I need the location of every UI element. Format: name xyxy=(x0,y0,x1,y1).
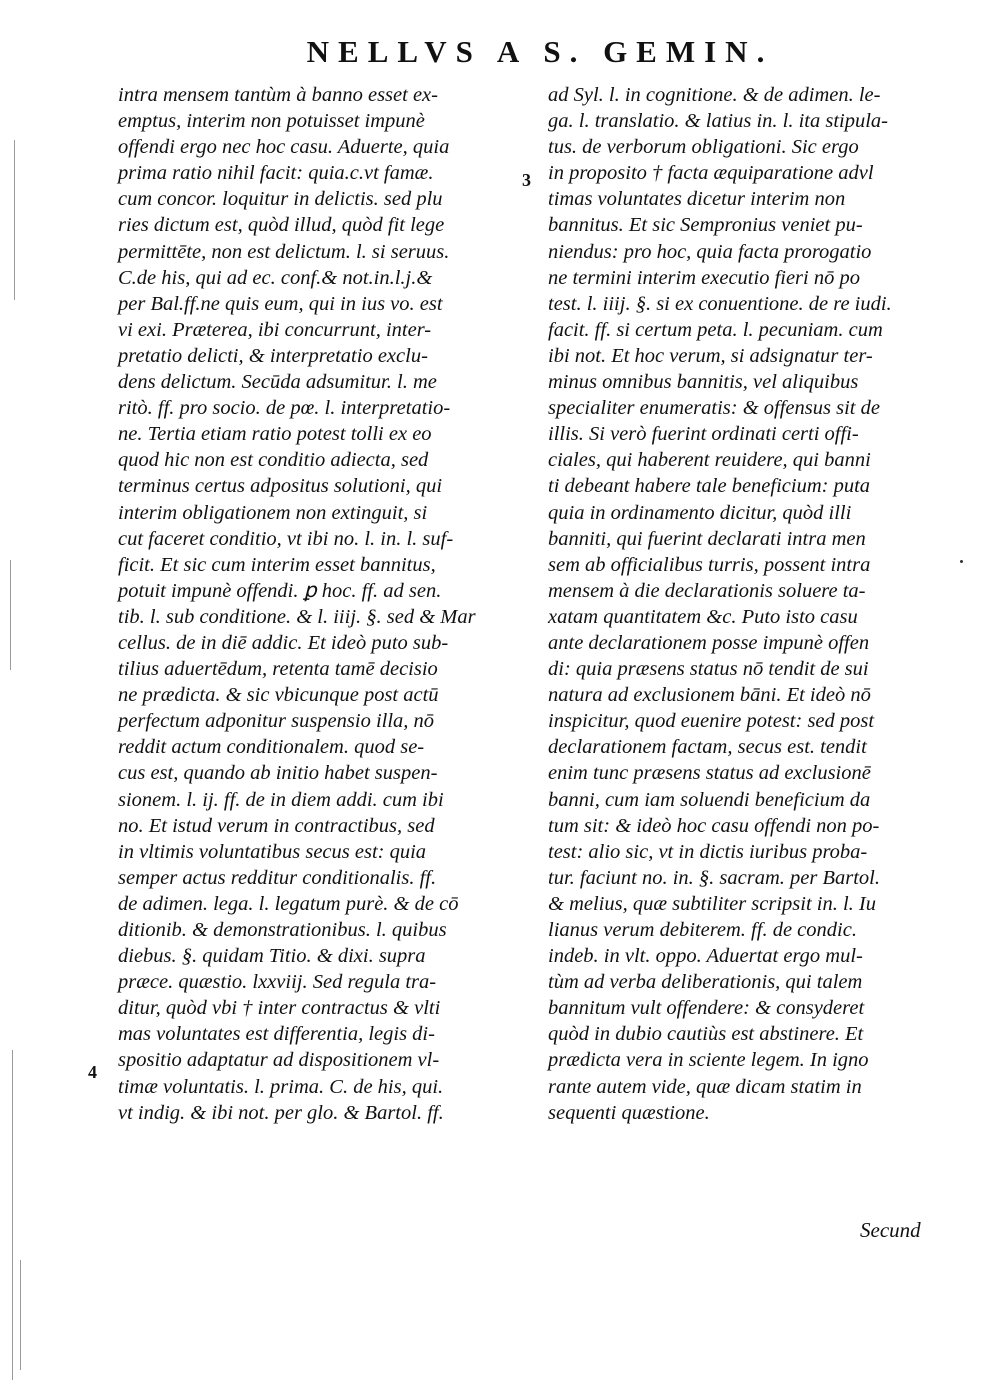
text-line: permittēte, non est delictum. l. si seruus. xyxy=(118,240,450,263)
catchword: Secund xyxy=(860,1218,921,1242)
text-line: ficit. Et sic cum interim esset bannitus, xyxy=(118,553,436,576)
text-line: banniti, qui fuerint declarati intra men xyxy=(548,527,866,550)
text-line: no. Et istud verum in contractibus, sed xyxy=(118,814,435,837)
text-line: ibi not. Et hoc verum, si adsignatur ter- xyxy=(548,344,873,367)
text-line: vt indig. & ibi not. per glo. & Bartol. ff. xyxy=(118,1101,444,1124)
text-line: interim obligationem non extinguit, si xyxy=(118,501,428,524)
text-line: emptus, interim non potuisset impunè xyxy=(118,110,425,133)
text-line: ritò. ff. pro socio. de pœ. l. interpretatio- xyxy=(118,397,451,420)
scan-edge-rule xyxy=(20,1260,21,1370)
text-line: dens delictum. Secūda adsumitur. l. me xyxy=(118,371,437,394)
text-line: timas voluntates dicetur interim non xyxy=(548,188,846,211)
margin-note-right: 3 xyxy=(522,170,531,190)
running-header xyxy=(0,34,1000,70)
text-line: declarationem factam, secus est. tendit xyxy=(548,736,867,759)
text-line: perfectum adponitur suspensio illa, nō xyxy=(118,710,435,733)
text-line: quòd in dubio cautiùs est abstinere. Et xyxy=(548,1023,864,1046)
text-line: tùm ad verba deliberationis, qui talem xyxy=(548,971,863,994)
text-line: ante declarationem posse impunè offen xyxy=(548,631,870,654)
scan-speck xyxy=(960,560,963,563)
text-line: minus omnibus bannitis, vel aliquibus xyxy=(548,371,859,394)
margin-note-left: 4 xyxy=(88,1062,97,1082)
text-line: cut faceret conditio, vt ibi no. l. in. l. suf- xyxy=(118,527,454,550)
text-line: bannitum vult offendere: & consyderet xyxy=(548,997,865,1020)
text-line: ne prædicta. & sic vbicunque post actū xyxy=(118,684,439,707)
text-line: in proposito † facta æquiparatione advl xyxy=(548,162,874,185)
text-line: ditionib. & demonstrationibus. l. quibus xyxy=(118,919,447,941)
text-line: sionem. l. ij. ff. de in diem addi. cum ibi xyxy=(118,788,444,811)
text-line: prædicta vera in sciente legem. In igno xyxy=(548,1049,869,1072)
text-line: intra mensem tantùm à banno esset ex- xyxy=(118,84,438,106)
text-line: timæ voluntatis. l. prima. C. de his, qui. xyxy=(118,1075,444,1098)
text-line: ries dictum est, quòd illud, quòd fit lege xyxy=(118,214,445,237)
text-line: specialiter enumeratis: & offensus sit de xyxy=(548,397,880,420)
text-line: diebus. §. quidam Titio. & dixi. supra xyxy=(118,945,426,968)
text-line: ne termini interim executio fieri nō po xyxy=(548,266,860,289)
text-line: quia in ordinamento dicitur, quòd illi xyxy=(548,501,852,524)
text-line: mensem à die declarationis soluere ta- xyxy=(548,579,866,602)
text-line: & melius, quæ subtiliter scripsit in. l. Iu xyxy=(548,892,877,915)
scan-edge-rule xyxy=(10,560,11,670)
text-line: test: alio sic, vt in dictis iuribus proba- xyxy=(548,840,868,863)
text-line: ti debeant habere tale beneficium: puta xyxy=(548,475,871,498)
text-line: offendi ergo nec hoc casu. Aduerte, quia xyxy=(118,136,450,159)
text-line: sem ab officialibus turris, possent intra xyxy=(548,553,871,576)
text-line: ad Syl. l. in cognitione. & de adimen. le- xyxy=(548,84,881,106)
text-line: natura ad exclusionem bāni. Et ideò nō xyxy=(548,684,871,707)
text-line: facit. ff. si certum peta. l. pecuniam. cum xyxy=(548,318,883,341)
text-line: tib. l. sub conditione. & l. iiij. §. sed & Mar xyxy=(118,605,476,628)
text-line: tilius aduertēdum, retenta tamē decisio xyxy=(118,658,438,681)
text-line: tus. de verborum obligationi. Sic ergo xyxy=(548,136,859,159)
text-line: in vltimis voluntatibus secus est: quia xyxy=(118,840,427,863)
text-line: rante autem vide, quæ dicam statim in xyxy=(548,1075,862,1098)
text-line: tum sit: & ideò hoc casu offendi non po- xyxy=(548,814,880,837)
text-line: pretatio delicti, & interpretatio exclu- xyxy=(118,344,428,367)
scan-edge-rule xyxy=(14,140,15,300)
running-title: NELLVS A S. GEMIN. xyxy=(306,34,774,69)
text-line: potuit impunè offendi. ꝑ hoc. ff. ad sen. xyxy=(118,579,442,602)
text-line: prima ratio nihil facit: quia.c.vt famæ. xyxy=(118,162,434,185)
text-line: terminus certus adpositus solutioni, qui xyxy=(118,475,443,498)
text-line: mas voluntates est differentia, legis di- xyxy=(118,1023,435,1046)
text-line: per Bal.ff.ne quis eum, qui in ius vo. est xyxy=(118,292,443,315)
text-line: enim tunc præsens status ad exclusionē xyxy=(548,762,871,785)
text-line: præce. quæstio. lxxviij. Sed regula tra- xyxy=(118,971,437,994)
text-line: inspicitur, quod euenire potest: sed post xyxy=(548,710,875,733)
text-line: indeb. in vlt. oppo. Aduertat ergo mul- xyxy=(548,945,863,968)
text-line: cum concor. loquitur in delictis. sed plu xyxy=(118,188,443,211)
text-line: lianus verum debiterem. ff. de condic. xyxy=(548,919,857,941)
text-line: de adimen. lega. l. legatum purè. & de cō xyxy=(118,892,459,915)
text-line: vi exi. Præterea, ibi concurrunt, inter- xyxy=(118,318,432,341)
left-text-column xyxy=(118,82,518,1126)
text-line: cus est, quando ab initio habet suspen- xyxy=(118,762,438,785)
text-line: banni, cum iam soluendi beneficium da xyxy=(548,788,871,811)
scan-edge-rule xyxy=(12,1050,13,1380)
text-line: semper actus redditur conditionalis. ff. xyxy=(118,866,437,889)
text-line: ciales, qui haberent reuidere, qui banni xyxy=(548,449,871,472)
text-line: C.de his, qui ad ec. conf.& not.in.l.j.& xyxy=(118,266,433,289)
text-line: sequenti quæstione. xyxy=(548,1101,710,1124)
text-line: spositio adaptatur ad dispositionem vl- xyxy=(118,1049,440,1072)
text-line: ga. l. translatio. & latius in. l. ita stipula- xyxy=(548,110,888,133)
text-line: bannitus. Et sic Sempronius veniet pu- xyxy=(548,214,863,237)
text-line: ditur, quòd vbi † inter contractus & vlti xyxy=(118,997,441,1020)
text-line: illis. Si verò fuerint ordinati certi offi- xyxy=(548,423,859,446)
text-line: quod hic non est conditio adiecta, sed xyxy=(118,449,429,472)
text-line: xatam quantitatem &c. Puto isto casu xyxy=(548,605,858,628)
text-line: tur. faciunt no. in. §. sacram. per Bartol. xyxy=(548,866,880,889)
right-text-column xyxy=(548,82,948,1126)
text-line: niendus: pro hoc, quia facta prorogatio xyxy=(548,240,872,263)
text-line: cellus. de in diē addic. Et ideò puto sub- xyxy=(118,631,449,654)
text-line: test. l. iiij. §. si ex conuentione. de re iudi. xyxy=(548,292,892,315)
text-line: ne. Tertia etiam ratio potest tolli ex eo xyxy=(118,423,432,446)
text-line: di: quia præsens status nō tendit de sui xyxy=(548,658,869,681)
text-line: reddit actum conditionalem. quod se- xyxy=(118,736,425,759)
